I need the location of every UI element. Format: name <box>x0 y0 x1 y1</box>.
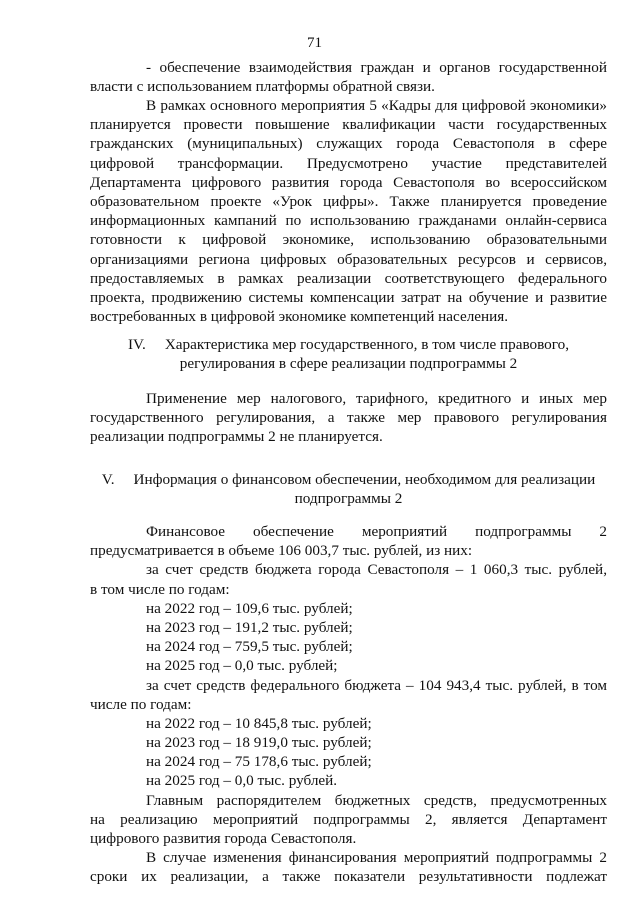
text-line: цифрового развития города Севастополя. <box>90 830 357 847</box>
section-iv-title-line2: регулирования в сфере реализации подпрограммы 2 <box>179 355 518 373</box>
text-line: в том числе по годам: <box>90 580 230 598</box>
text-line: готовности к цифровой экономике, использованию образовательными <box>90 231 607 249</box>
section-iv-body <box>90 389 607 447</box>
text-line: предусматривается в объеме 106 003,7 тыс. рублей, из них: <box>90 542 473 560</box>
text-line: на реализацию мероприятий подпрограммы 2, является Департамент <box>90 810 607 828</box>
text-line: за счет средств федерального бюджета – 104 943,4 тыс. рублей, в том <box>146 676 607 694</box>
text-line: на 2023 год – 18 919,0 тыс. рублей; <box>146 734 372 752</box>
text-line: на 2024 год – 759,5 тыс. рублей; <box>146 638 353 656</box>
text-line: на 2025 год – 0,0 тыс. рублей; <box>146 657 338 675</box>
text-line: власти с использованием платформы обратной связи. <box>90 78 435 96</box>
section-v-heading <box>90 470 607 508</box>
section-v-body <box>90 522 607 887</box>
section-v-title-line2: подпрограммы 2 <box>294 490 403 508</box>
text-line: за счет средств бюджета города Севастополя – 1 060,3 тыс. рублей, <box>146 561 607 579</box>
text-line: предоставляемых в рамках реализации соответствующего федерального <box>90 269 607 287</box>
text-line: на 2024 год – 75 178,6 тыс. рублей; <box>146 753 372 771</box>
section-v-title: Информация о финансовом обеспечении, необходимом для реализации <box>133 471 596 488</box>
section-v-title-line <box>90 470 607 489</box>
text-line: на 2025 год – 0,0 тыс. рублей. <box>146 772 338 790</box>
text-line: сроки их реализации, а также показатели результативности подлежат <box>90 868 607 886</box>
text-line: числе по годам: <box>90 695 192 713</box>
text-line: цифровой трансформации. Предусмотрено участие представителей <box>90 154 607 172</box>
text-line: Финансовое обеспечение мероприятий подпрограммы 2 <box>146 523 607 540</box>
text-line: на 2022 год – 109,6 тыс. рублей; <box>146 599 353 617</box>
text-line: на 2022 год – 10 845,8 тыс. рублей; <box>146 714 372 732</box>
text-line: гражданских (муниципальных) служащих города Севастополя в сфере <box>90 135 607 153</box>
paragraph-digital-staff <box>90 96 607 326</box>
section-v-numeral: V. <box>101 471 115 488</box>
section-iv-heading <box>90 335 607 373</box>
text-line: В рамках основного мероприятия 5 «Кадры для цифровой экономики» <box>146 97 607 114</box>
text-line: - обеспечение взаимодействия граждан и органов государственной <box>146 59 607 76</box>
text-line: информационных кампаний по использованию гражданами онлайн-сервиса <box>90 212 607 230</box>
text-line: В случае изменения финансирования мероприятий подпрограммы 2 <box>146 849 607 867</box>
page-number: 71 <box>307 35 322 51</box>
text-line: образовательном проекте «Урок цифры». Также планируется проведение <box>90 192 607 210</box>
text-line: государственного регулирования, а также мер правового регулирования <box>90 409 607 427</box>
text-line: проекта, продвижению системы компенсации затрат на обучение и развитие <box>90 288 607 306</box>
section-iv-title: Характеристика мер государственного, в том числе правового, <box>164 336 570 353</box>
text-line: Главным распорядителем бюджетных средств, предусмотренных <box>146 791 607 809</box>
section-iv-numeral: IV. <box>127 336 146 353</box>
text-line: организациями региона цифровых образовательных ресурсов и сервисов, <box>90 250 607 268</box>
text-line: Применение мер налогового, тарифного, кредитного и иных мер <box>146 390 607 407</box>
text-line: реализации подпрограммы 2 не планируется. <box>90 428 383 446</box>
text-line: планируется провести повышение квалификации части государственных <box>90 116 607 134</box>
paragraph-platform <box>90 58 607 96</box>
text-line: Департамента цифрового развития города Севастополя во всероссийском <box>90 173 607 191</box>
text-line: на 2023 год – 191,2 тыс. рублей; <box>146 618 353 636</box>
section-iv-title-line <box>90 335 607 354</box>
text-line: востребованных в цифровой экономике компетенций населения. <box>90 308 509 326</box>
